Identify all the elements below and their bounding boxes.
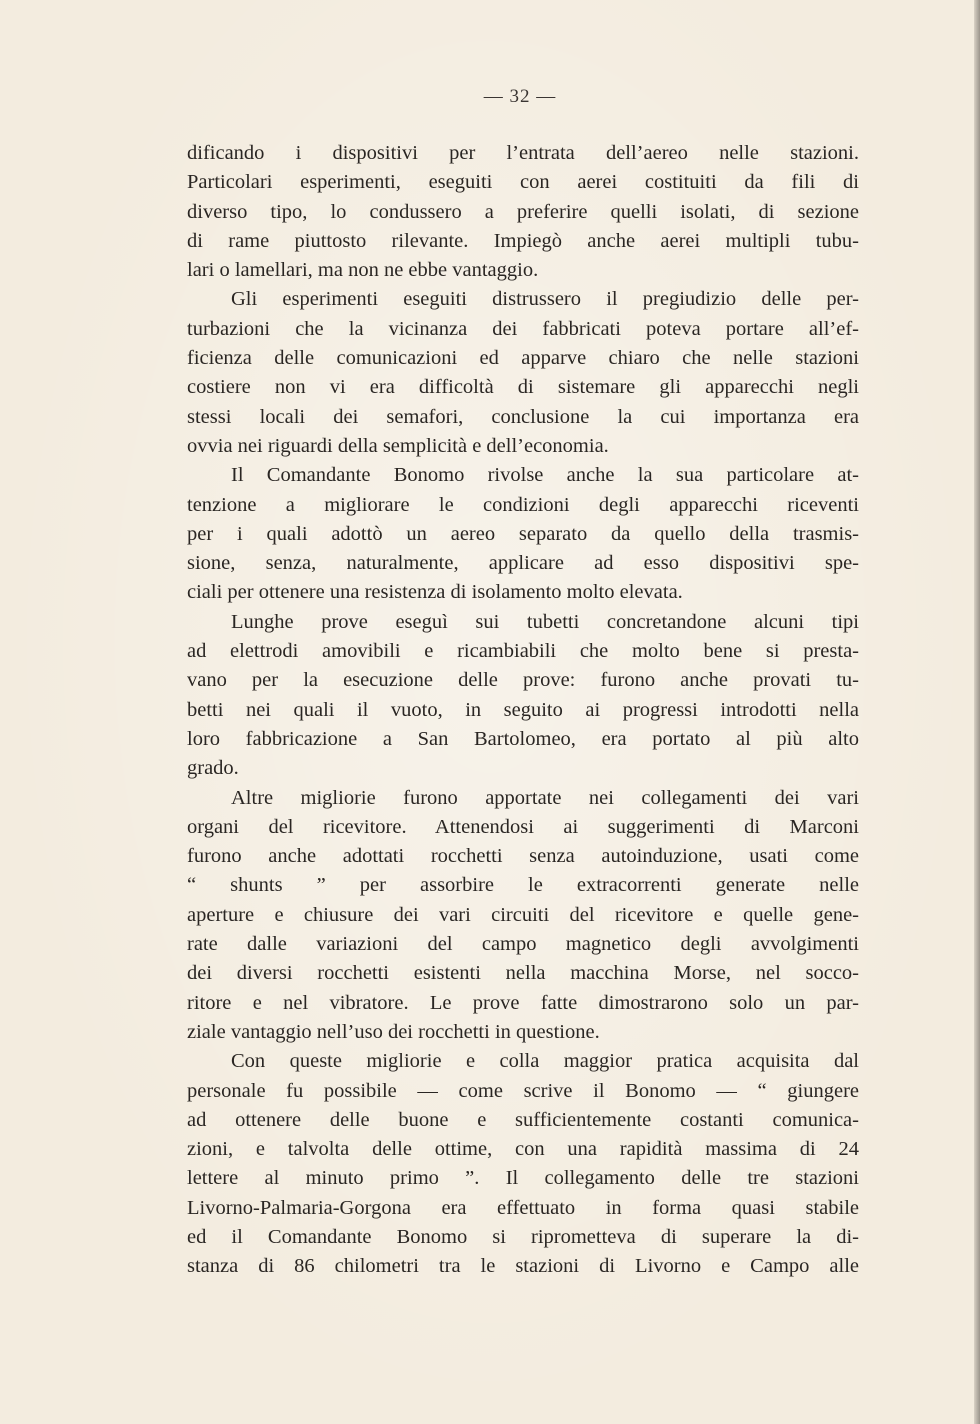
- text-line: Particolari esperimenti, eseguiti con aerei costituiti da fili di: [187, 171, 859, 194]
- text-line: ad ottenere delle buone e sufficientemente costanti comunica-: [187, 1108, 859, 1131]
- text-line: “ shunts ” per assorbire le extracorrenti generate nelle: [187, 874, 859, 897]
- text-line: lari o lamellari, ma non ne ebbe vantaggio.: [187, 259, 539, 282]
- text-line: ficienza delle comunicazioni ed apparve chiaro che nelle stazioni: [187, 347, 859, 370]
- text-line: grado.: [187, 757, 239, 780]
- text-line: stessi locali dei semafori, conclusione la cui importanza era: [187, 405, 859, 428]
- body-text: [187, 139, 859, 1282]
- text-line: Gli esperimenti eseguiti distrussero il pregiudizio delle per-: [231, 288, 859, 311]
- page-number: — 32 —: [483, 86, 557, 107]
- text-line: sione, senza, naturalmente, applicare ad esso dispositivi spe-: [187, 552, 859, 575]
- text-line: betti nei quali il vuoto, in seguito ai progressi introdotti nella: [187, 698, 859, 721]
- text-line: vano per la esecuzione delle prove: furono anche provati tu-: [187, 669, 859, 692]
- text-line: ovvia nei riguardi della semplicità e dell’economia.: [187, 434, 609, 457]
- text-line: lettere al minuto primo ”. Il collegamento delle tre stazioni: [187, 1167, 859, 1190]
- text-line: ciali per ottenere una resistenza di isolamento molto elevata.: [187, 581, 683, 604]
- text-line: furono anche adottati rocchetti senza autoinduzione, usati come: [187, 845, 859, 868]
- text-line: turbazioni che la vicinanza dei fabbricati poteva portare all’ef-: [187, 317, 859, 340]
- text-line: dei diversi rocchetti esistenti nella macchina Morse, nel socco-: [187, 962, 859, 985]
- text-line: Il Comandante Bonomo rivolse anche la sua particolare at-: [231, 464, 859, 487]
- text-line: Lunghe prove eseguì sui tubetti concretandone alcuni tipi: [231, 610, 859, 633]
- text-line: aperture e chiusure dei vari circuiti del ricevitore e quelle gene-: [187, 903, 859, 926]
- text-line: ritore e nel vibratore. Le prove fatte dimostrarono solo un par-: [187, 991, 859, 1014]
- text-line: diverso tipo, lo condussero a preferire quelli isolati, di sezione: [187, 200, 859, 223]
- text-line: Con queste migliorie e colla maggior pratica acquisita dal: [231, 1050, 859, 1073]
- text-line: ed il Comandante Bonomo si riprometteva di superare la di-: [187, 1225, 859, 1248]
- text-line: tenzione a migliorare le condizioni degli apparecchi riceventi: [187, 493, 859, 516]
- text-line: ad elettrodi amovibili e ricambiabili che molto bene si presta-: [187, 640, 859, 663]
- text-line: ziale vantaggio nell’uso dei rocchetti in questione.: [187, 1020, 600, 1043]
- text-line: organi del ricevitore. Attenendosi ai suggerimenti di Marconi: [187, 815, 859, 838]
- text-line: rate dalle variazioni del campo magnetico degli avvolgimenti: [187, 933, 859, 956]
- text-line: Altre migliorie furono apportate nei collegamenti dei vari: [231, 786, 859, 809]
- text-line: personale fu possibile — come scrive il Bonomo — “ giungere: [187, 1079, 859, 1102]
- text-line: zioni, e talvolta delle ottime, con una rapidità massima di 24: [187, 1138, 859, 1161]
- text-line: Livorno-Palmaria-Gorgona era effettuato in forma quasi stabile: [187, 1196, 859, 1219]
- text-line: loro fabbricazione a San Bartolomeo, era portato al più alto: [187, 727, 859, 750]
- text-line: stanza di 86 chilometri tra le stazioni di Livorno e Campo alle: [187, 1255, 859, 1278]
- text-line: dificando i dispositivi per l’entrata dell’aereo nelle stazioni.: [187, 142, 859, 164]
- text-line: di rame piuttosto rilevante. Impiegò anche aerei multipli tubu-: [187, 229, 859, 252]
- text-line: costiere non vi era difficoltà di sistemare gli apparecchi negli: [187, 376, 859, 399]
- text-line: per i quali adottò un aereo separato da quello della trasmis-: [187, 522, 859, 545]
- page-edge: [974, 0, 980, 1424]
